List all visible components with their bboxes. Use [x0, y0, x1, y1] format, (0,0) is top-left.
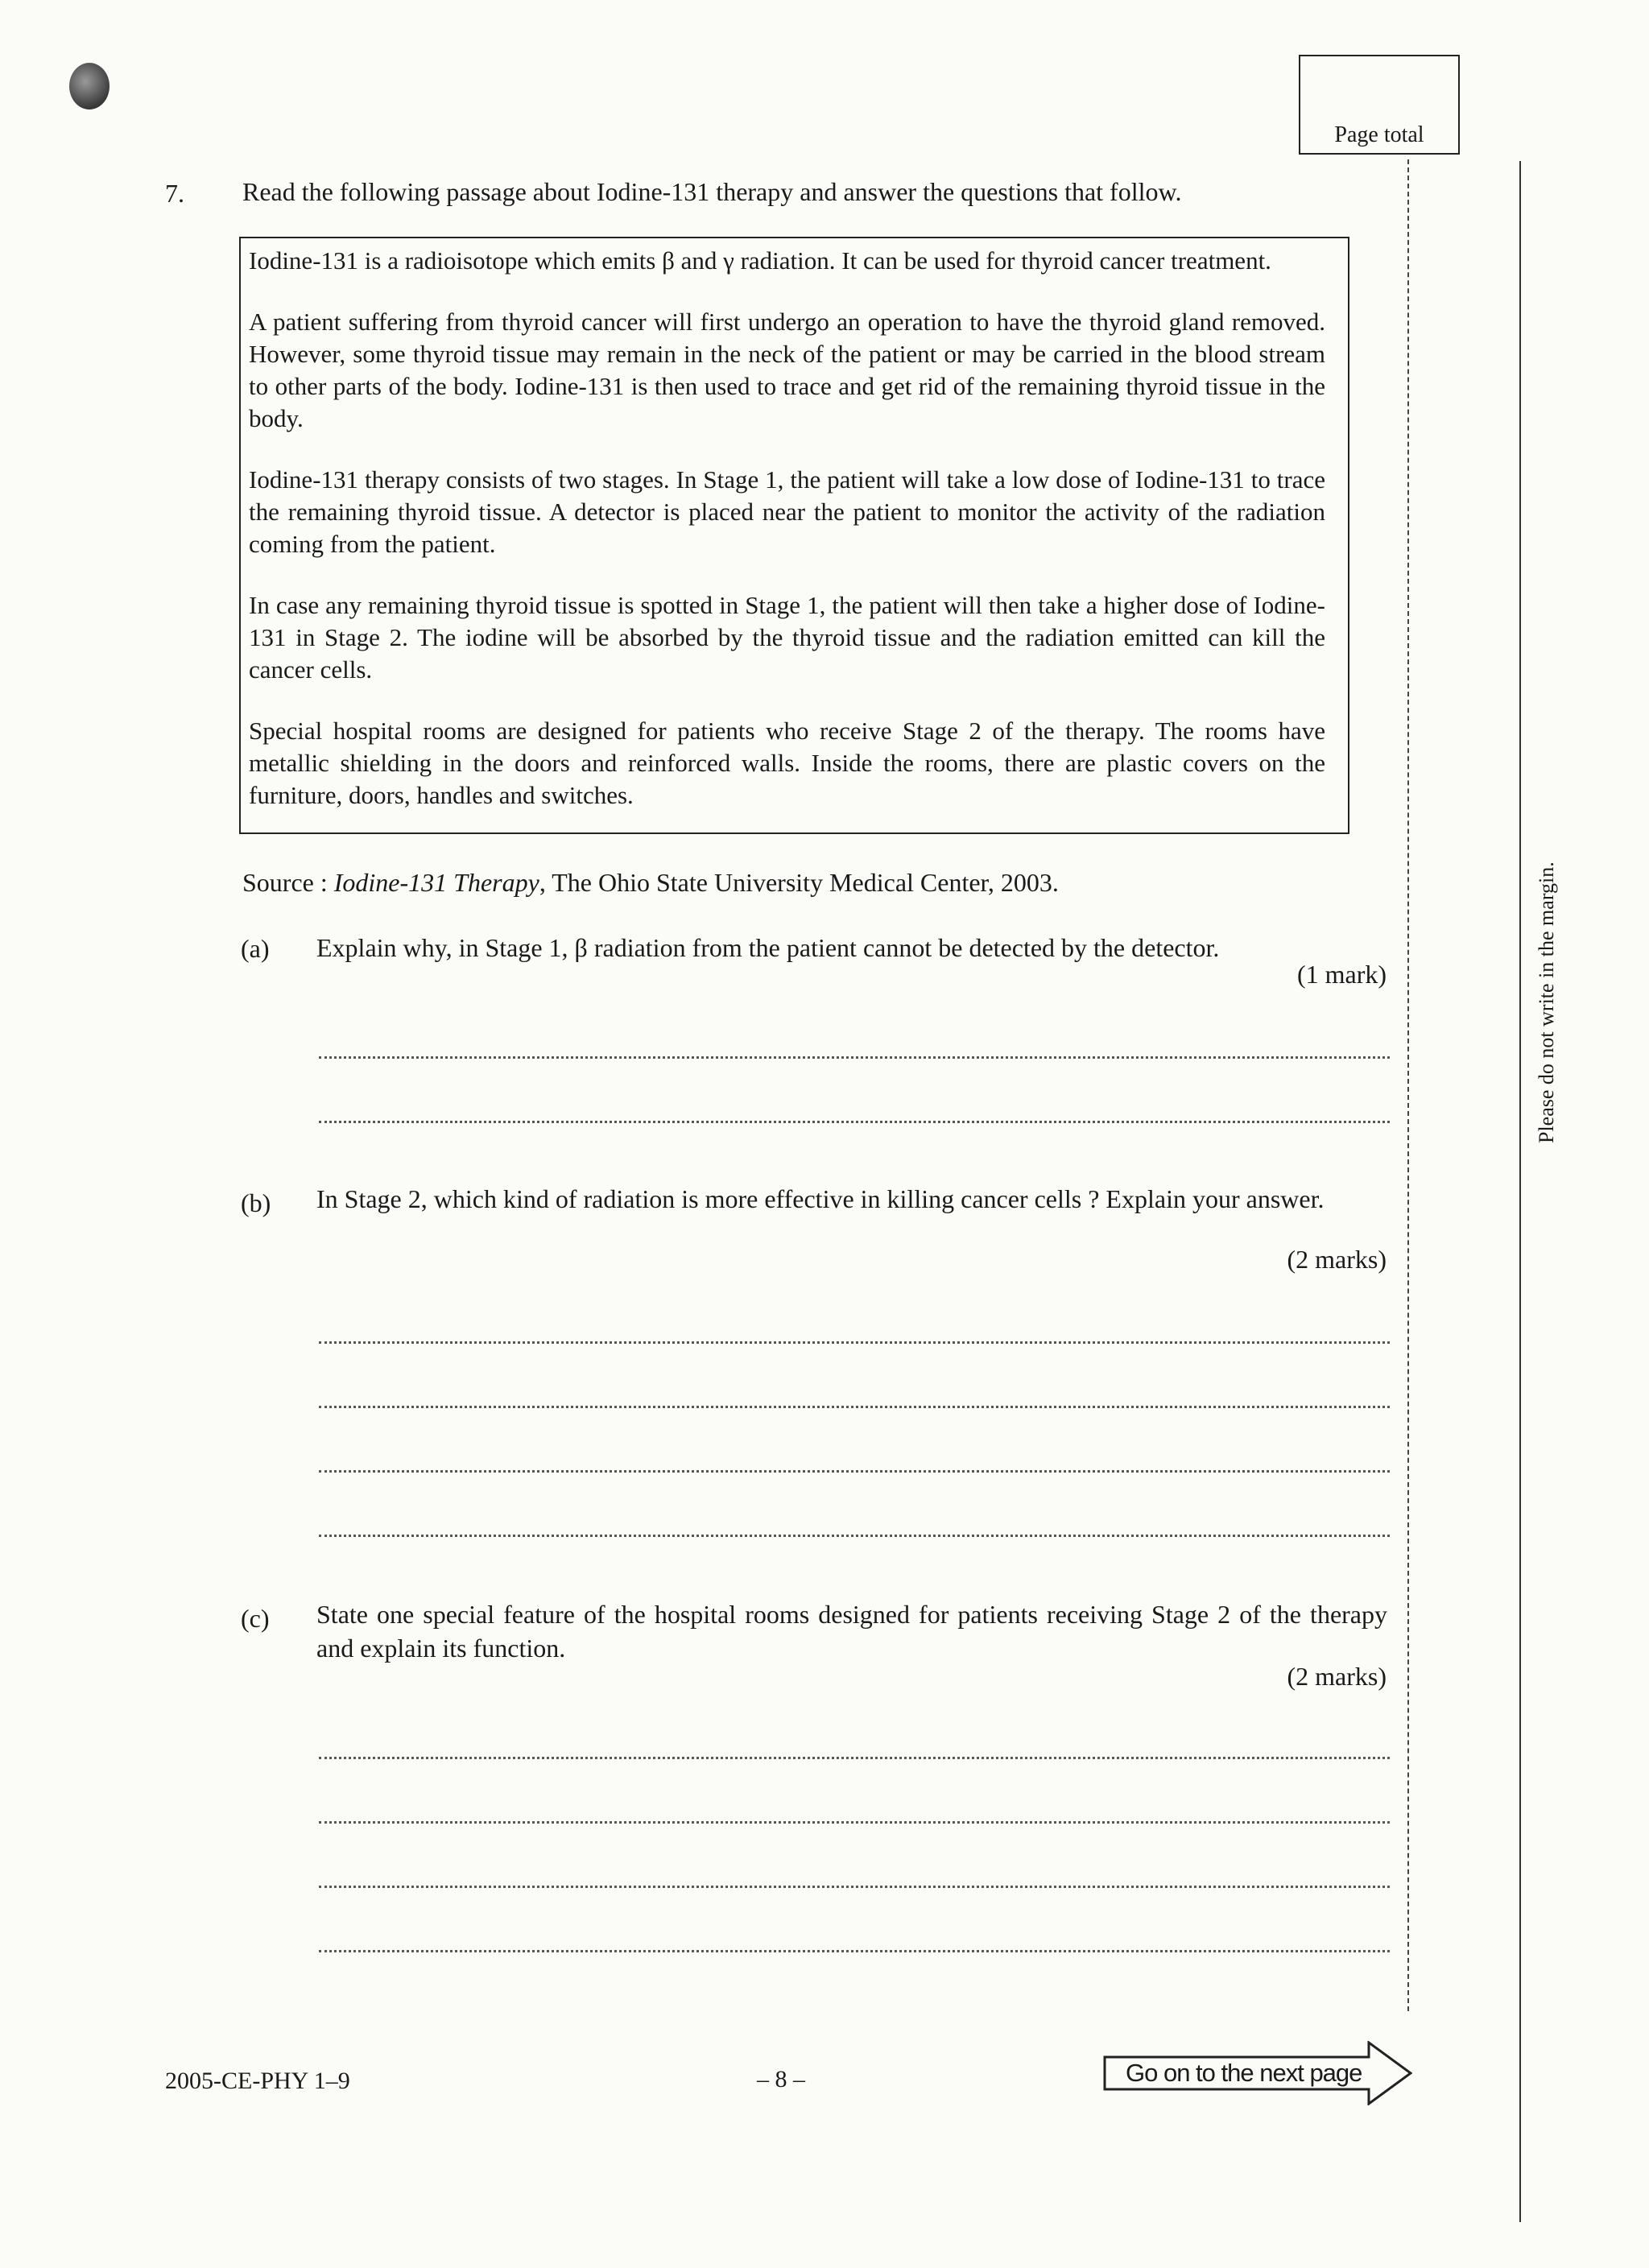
answer-line[interactable] — [319, 1757, 1390, 1759]
question-number: 7. — [165, 179, 184, 208]
page-total-label: Page total — [1334, 122, 1424, 147]
passage-paragraph: In case any remaining thyroid tissue is spotted in Stage 1, the patient will then take a higher dose of Iodine-131 in Stage 2. The iodine will be absorbed by the thyroid tissue and the radiation emitted can kill the cancer cells. — [249, 591, 1325, 684]
margin-note: Please do not write in the margin. — [1535, 861, 1558, 1143]
answer-line[interactable] — [319, 1950, 1390, 1952]
source-rest: , The Ohio State University Medical Center, 2003. — [539, 868, 1059, 897]
part-b-marks: (2 marks) — [1287, 1245, 1387, 1274]
margin-line — [1519, 161, 1521, 2222]
source-prefix: Source : — [242, 868, 334, 897]
source-citation — [242, 868, 1059, 898]
part-a-label: (a) — [241, 934, 270, 963]
answer-line[interactable] — [319, 1886, 1390, 1888]
answer-line[interactable] — [319, 1341, 1390, 1344]
answer-line[interactable] — [319, 1056, 1390, 1059]
next-page-label: Go on to the next page — [1126, 2059, 1362, 2087]
part-c-text: State one special feature of the hospital rooms designed for patients receiving Stage 2 of the therapy and explain its function. — [316, 1600, 1387, 1663]
source-title: Iodine-131 Therapy — [333, 868, 539, 897]
part-b-text: In Stage 2, which kind of radiation is more effective in killing cancer cells ? Explain your answer. — [316, 1184, 1325, 1213]
question-intro: Read the following passage about Iodine-131 therapy and answer the questions that follow. — [242, 177, 1182, 206]
passage-paragraph: A patient suffering from thyroid cancer will first undergo an operation to have the thyroid gland removed. However, some thyroid tissue may remain in the neck of the patient or may be carried in the blood stream to other parts of the body. Iodine-131 is then used to trace and get rid of the remaining thyroid tissue in the body. — [249, 308, 1325, 432]
passage-paragraph: Special hospital rooms are designed for patients who receive Stage 2 of the therapy. The rooms have metallic shielding in the doors and reinforced walls. Inside the rooms, there are plastic covers on the furniture, doors, handles and switches. — [249, 717, 1325, 809]
answer-line[interactable] — [319, 1535, 1390, 1537]
punch-hole — [69, 63, 110, 109]
answer-line[interactable] — [319, 1406, 1390, 1408]
passage-paragraph: Iodine-131 is a radioisotope which emits β and γ radiation. It can be used for thyroid cancer treatment. — [249, 246, 1271, 275]
answer-line[interactable] — [319, 1470, 1390, 1473]
paper-code: 2005-CE-PHY 1–9 — [165, 2068, 350, 2094]
part-b-label: (b) — [241, 1188, 271, 1217]
page-total-box — [1299, 55, 1460, 155]
answer-line[interactable] — [319, 1121, 1390, 1123]
part-c-label: (c) — [241, 1604, 270, 1633]
page-number: – 8 – — [757, 2066, 805, 2092]
dashed-margin-line — [1407, 159, 1409, 2011]
passage-box — [239, 237, 1349, 834]
answer-line[interactable] — [319, 1821, 1390, 1824]
next-page-arrow — [1103, 2041, 1412, 2105]
part-a-text: Explain why, in Stage 1, β radiation from the patient cannot be detected by the detector. — [316, 933, 1220, 962]
passage-paragraph: Iodine-131 therapy consists of two stages. In Stage 1, the patient will take a low dose of Iodine-131 to trace the remaining thyroid tissue. A detector is placed near the patient to monitor the activity of the radiation coming from the patient. — [249, 465, 1325, 558]
part-c-marks: (2 marks) — [1287, 1662, 1387, 1691]
part-a-marks: (1 mark) — [1296, 960, 1387, 989]
